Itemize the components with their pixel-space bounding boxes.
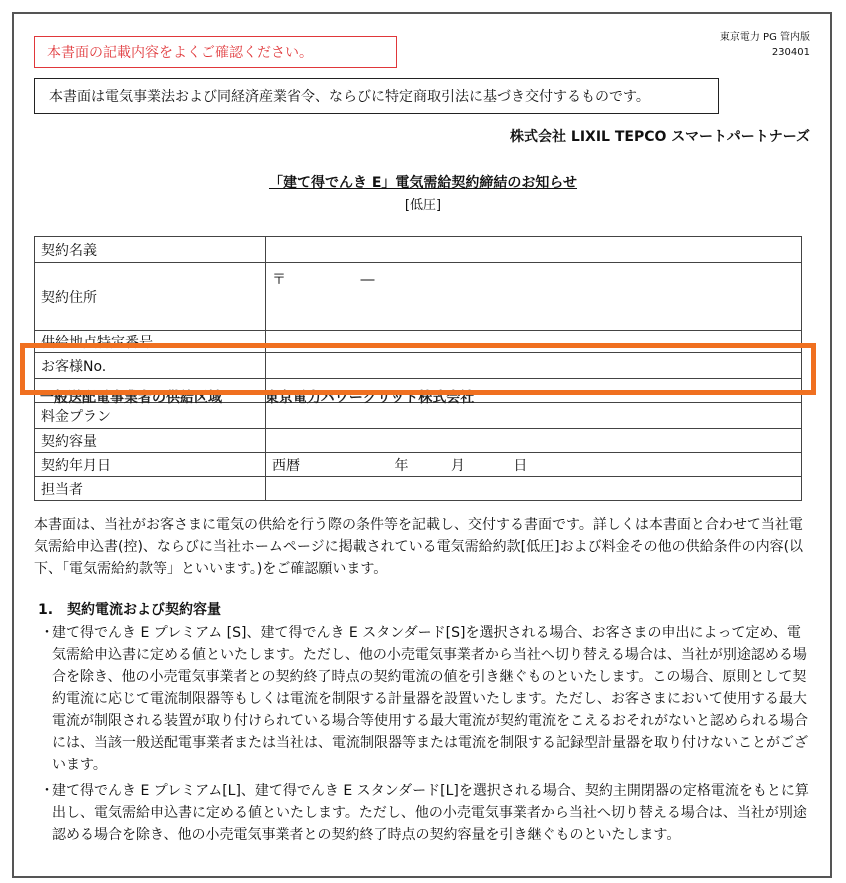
bullet-mark: ・ bbox=[40, 783, 54, 799]
issuer-info bbox=[720, 30, 810, 60]
contract-name-value bbox=[266, 237, 802, 263]
rate-plan-label: 料金プラン bbox=[35, 403, 266, 429]
issuer-version: 東京電力 PG 管内版 bbox=[719, 32, 810, 43]
document-title bbox=[0, 172, 846, 192]
contract-capacity-label: 契約容量 bbox=[35, 429, 266, 453]
section-1-bullet-2 bbox=[40, 780, 810, 846]
document-subtitle: [低圧] bbox=[404, 198, 442, 213]
table-row bbox=[35, 237, 802, 263]
table-row bbox=[35, 477, 802, 501]
date-day: 日 bbox=[513, 457, 528, 474]
contract-date-value bbox=[266, 453, 802, 477]
issuer-code: 230401 bbox=[771, 47, 810, 58]
intro-paragraph: 本書面は、当社がお客さまに電気の供給を行う際の条件等を記載し、交付する書面です。詳しくは本書面と合わせて当社電気需給申込書(控)、ならびに当社ホームページに掲載されている電気需給約款[低圧]および料金その他の供給条件の内容(以下、「電気需給約款等」といいます。)をご確認願います。 bbox=[34, 517, 804, 577]
section-1-bullet-1 bbox=[40, 622, 810, 776]
transmission-area-text: 一般送配電事業者の供給区域 bbox=[40, 390, 222, 406]
document-title-text: 「建て得でんき E」電気需給契約締結のお知らせ bbox=[268, 175, 578, 191]
table-row bbox=[35, 429, 802, 453]
contract-address-value bbox=[266, 263, 802, 331]
contract-name-label: 契約名義 bbox=[35, 237, 266, 263]
contract-date-label: 契約年月日 bbox=[35, 453, 266, 477]
section-1-heading: 1. 契約電流および契約容量 bbox=[38, 602, 222, 618]
contract-address-label: 契約住所 bbox=[35, 263, 266, 331]
date-month: 月 bbox=[450, 457, 465, 474]
person-in-charge-value bbox=[266, 477, 802, 501]
supply-point-label: 供給地点特定番号 bbox=[35, 331, 266, 353]
transmission-company-text: 東京電力パワーグリッド株式会社 bbox=[264, 390, 475, 406]
legal-notice-box: 本書面は電気事業法および同経済産業省令、ならびに特定商取引法に基づき交付するものです。 bbox=[34, 78, 719, 114]
warning-box: 本書面の記載内容をよくご確認ください。 bbox=[34, 36, 397, 68]
highlight-box bbox=[20, 343, 816, 395]
postal-mark: 〒 bbox=[272, 272, 286, 288]
table-row bbox=[35, 453, 802, 477]
company-name: 株式会社 LIXIL TEPCO スマートパートナーズ bbox=[510, 129, 810, 145]
date-era: 西暦 bbox=[272, 457, 300, 474]
postal-dash: ― bbox=[360, 272, 375, 288]
bullet-1-text: 建て得でんき E プレミアム [S]、建て得でんき E スタンダード[S]を選択される場合、お客さまの申出によって定め、電気需給申込書に定める値といたします。ただし、他の小売電気事業者から当社へ切り替える場合は、当社が別途認める場合を除き、他の小売電気事業者との契約終了時点の契約電流の値を引き継ぐものといたします。この場合、原則として契約電流に応じて電流制限器等もしくは電流を制限する計量器を設置いたします。ただし、お客さまにおいて使用する最大電流が制限される装置が取り付けられている場合等使用する最大電流が契約電流をこえるおそれがないと認められる場合には、当該一般送配電事業者または当社は、電流制限器等または電流を制限する記録型計量器を取り付けないことがございます。 bbox=[52, 625, 808, 773]
bullet-mark: ・ bbox=[40, 625, 54, 641]
person-in-charge-label: 担当者 bbox=[35, 477, 266, 501]
table-row bbox=[35, 263, 802, 331]
contract-capacity-value bbox=[266, 429, 802, 453]
customer-no-label: お客様No. bbox=[35, 353, 266, 379]
date-year: 年 bbox=[394, 457, 409, 474]
bullet-2-text: 建て得でんき E プレミアム[L]、建て得でんき E スタンダード[L]を選択される場合、契約主開閉器の定格電流をもとに算出し、電気需給申込書に定める値といたします。ただし、他の小売電気事業者から当社へ切り替える場合は、当社が別途認める場合を除き、他の小売電気事業者との契約終了時点の契約容量を引き継ぐものといたします。 bbox=[52, 783, 809, 843]
